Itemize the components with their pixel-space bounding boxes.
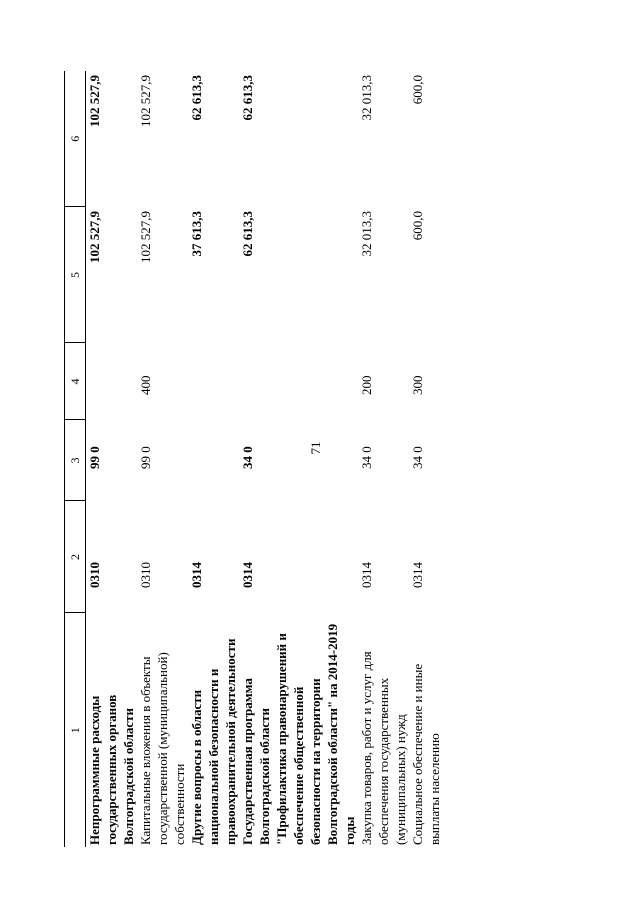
table-row <box>86 71 138 847</box>
table-header <box>65 71 86 847</box>
row-name: Непрограммные расходы государственных органов Волгоградской области <box>87 694 136 845</box>
row-section: 0314 <box>240 562 255 588</box>
table-row <box>137 71 188 847</box>
row-value-6: 102 527,9 <box>138 75 153 127</box>
row-name: Закупка товаров, работ и услуг для обеспечения государственных (муниципальных) нужд <box>359 651 408 845</box>
row-value-5: 37 613,3 <box>189 211 204 257</box>
header-col-5: 5 <box>65 207 86 343</box>
row-target: 34 0 <box>240 446 255 469</box>
table-body <box>86 71 444 847</box>
budget-table <box>64 71 443 847</box>
row-target: 99 0 <box>87 446 102 469</box>
table-row <box>188 71 239 847</box>
header-row <box>65 71 86 847</box>
rotated-table-container <box>64 71 569 847</box>
table-row <box>409 71 443 847</box>
row-section: 0314 <box>359 562 374 588</box>
row-expense-type <box>239 343 358 420</box>
row-name: Капитальные вложения в объекты государственной (муниципальной) собственности <box>138 652 187 845</box>
row-section: 0314 <box>410 562 425 588</box>
row-expense-type: 200 <box>359 375 374 395</box>
row-value-6: 600,0 <box>410 75 425 105</box>
row-value-6: 62 613,3 <box>240 75 255 121</box>
row-expense-type: 400 <box>138 375 153 395</box>
row-section: 0310 <box>87 562 102 588</box>
row-value-6: 62 613,3 <box>189 75 204 121</box>
row-value-5: 32 013,3 <box>359 211 374 257</box>
row-name: Другие вопросы в области национальной безопасности и правоохранительной деятельности <box>189 638 238 845</box>
row-expense-type <box>188 343 239 420</box>
table-row <box>239 71 358 847</box>
row-target: 34 0 <box>410 446 425 469</box>
row-expense-type <box>86 343 138 420</box>
row-target <box>188 420 239 501</box>
row-name: Государственная программа Волгоградской области "Профилактика правонарушений и обеспечение общественной безопасности на территории Волгоградской области" на 2014-2019 годы <box>240 623 357 845</box>
row-expense-type: 300 <box>410 375 425 395</box>
row-target: 99 0 <box>138 446 153 469</box>
row-target: 34 0 <box>359 446 374 469</box>
row-value-5: 600,0 <box>410 211 425 241</box>
header-col-6: 6 <box>65 71 86 207</box>
row-section: 0314 <box>189 562 204 588</box>
header-col-2: 2 <box>65 501 86 613</box>
row-value-5: 102 527,9 <box>138 211 153 263</box>
row-name: Социальное обеспечение и иные выплаты населению <box>410 663 442 845</box>
row-value-5: 102 527,9 <box>87 211 102 263</box>
row-value-6: 32 013,3 <box>359 75 374 121</box>
row-value-6: 102 527,9 <box>87 75 102 127</box>
header-col-4: 4 <box>65 343 86 420</box>
row-value-5: 62 613,3 <box>240 211 255 257</box>
header-col-3: 3 <box>65 420 86 501</box>
row-section: 0310 <box>138 562 153 588</box>
table-row <box>358 71 409 847</box>
header-col-1: 1 <box>65 613 86 847</box>
page-number: 71 <box>308 441 323 455</box>
